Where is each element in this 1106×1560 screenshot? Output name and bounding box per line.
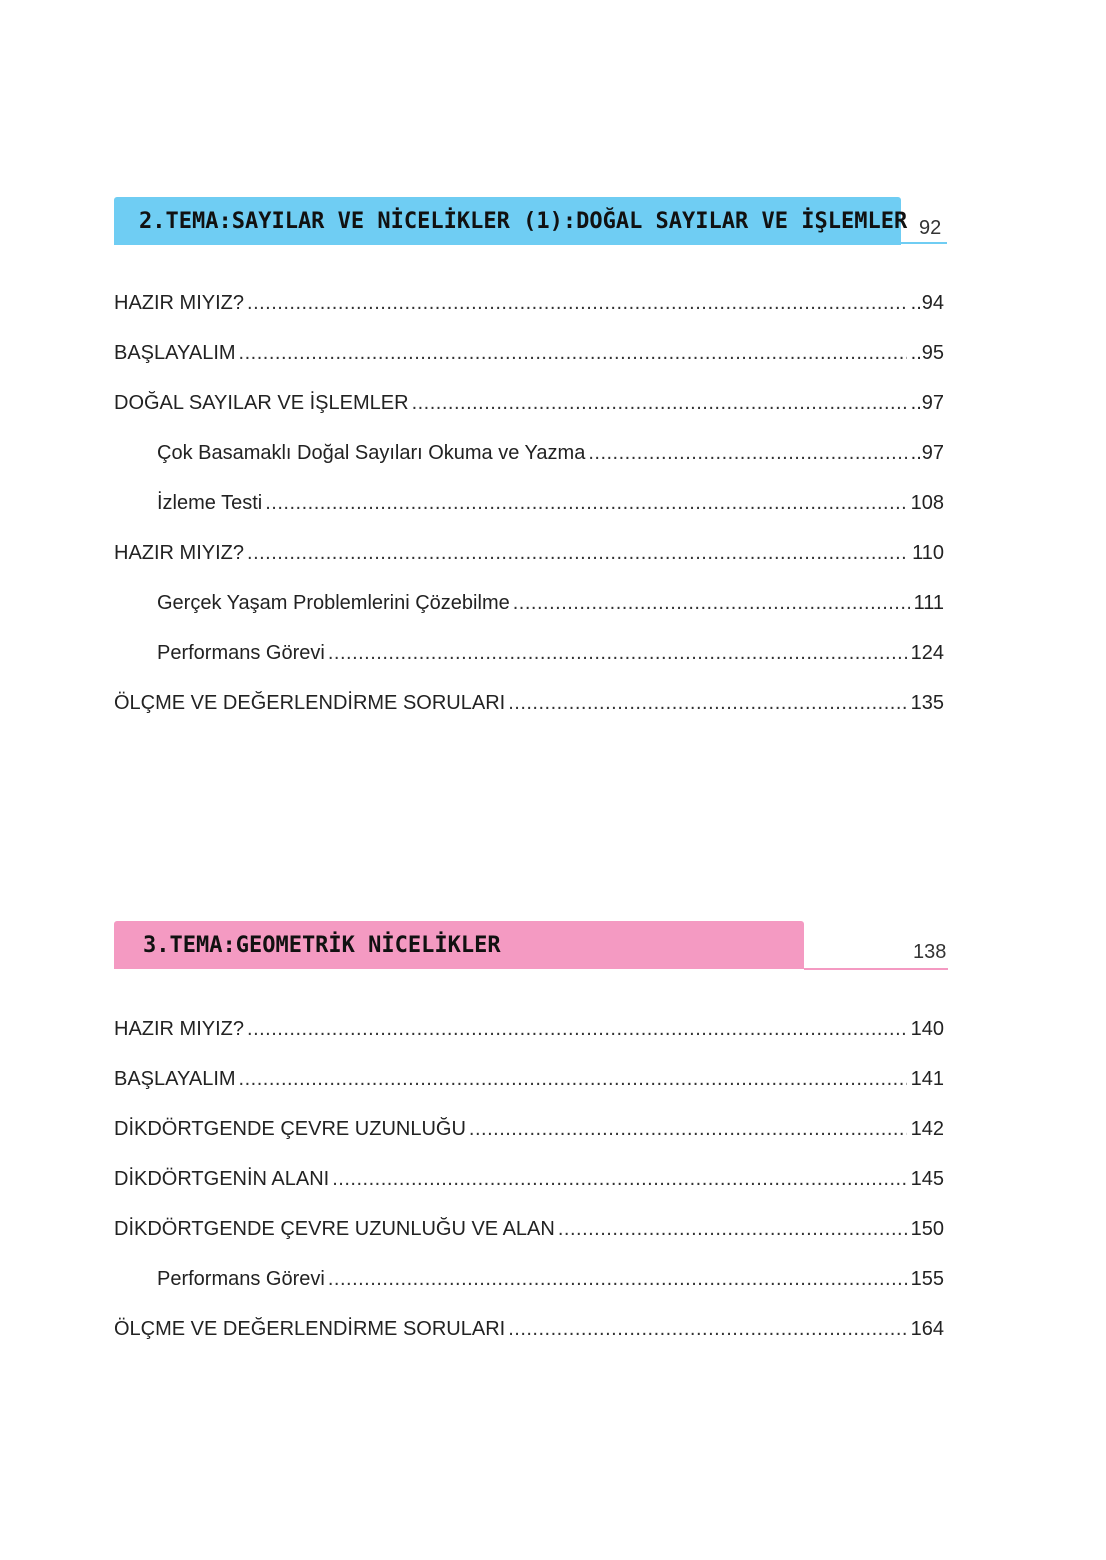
leader-dots — [239, 343, 907, 363]
toc-entry[interactable] — [114, 693, 944, 743]
toc-subentry[interactable] — [114, 443, 944, 493]
toc-entry-label: DİKDÖRTGENDE ÇEVRE UZUNLUĞU VE ALAN — [114, 1218, 555, 1240]
toc-entry[interactable] — [114, 1169, 944, 1219]
leader-dots — [328, 643, 907, 663]
toc-entry-page: 135 — [910, 692, 944, 714]
theme-3-toc-list — [114, 1019, 944, 1369]
toc-entry-label: ÖLÇME VE DEĞERLENDİRME SORULARI — [114, 692, 506, 714]
toc-entry-label: HAZIR MIYIZ? — [114, 1018, 245, 1040]
theme-2-page-number: 92 — [919, 217, 942, 239]
toc-entry[interactable] — [114, 343, 944, 393]
toc-entry-page: 141 — [910, 1068, 944, 1090]
theme-3-underline — [804, 968, 948, 970]
toc-entry-page: ..97 — [910, 392, 944, 414]
toc-subentry[interactable] — [114, 593, 944, 643]
theme-3-page-number: 138 — [913, 941, 947, 963]
leader-dots — [588, 443, 906, 463]
toc-entry[interactable] — [114, 293, 944, 343]
toc-entry-label: Performans Görevi — [157, 1268, 325, 1290]
toc-entry-page: ..95 — [910, 342, 944, 364]
toc-entry-label: ÖLÇME VE DEĞERLENDİRME SORULARI — [114, 1318, 506, 1340]
leader-dots — [469, 1119, 907, 1139]
toc-entry-label: Gerçek Yaşam Problemlerini Çözebilme — [157, 592, 510, 614]
toc-entry-page: 124 — [910, 642, 944, 664]
toc-entry-label: DİKDÖRTGENİN ALANI — [114, 1168, 330, 1190]
toc-entry[interactable] — [114, 1069, 944, 1119]
toc-entry-page: 145 — [910, 1168, 944, 1190]
toc-entry-page: ..97 — [910, 442, 944, 464]
theme-2-toc-list — [114, 293, 944, 743]
toc-entry-label: HAZIR MIYIZ? — [114, 292, 245, 314]
toc-entry-label: BAŞLAYALIM — [114, 1068, 236, 1090]
leader-dots — [247, 293, 907, 313]
toc-subentry[interactable] — [114, 643, 944, 693]
leader-dots — [247, 1019, 907, 1039]
toc-entry[interactable] — [114, 1119, 944, 1169]
leader-dots — [508, 1319, 906, 1339]
leader-dots — [513, 593, 910, 613]
toc-entry-label: BAŞLAYALIM — [114, 342, 236, 364]
toc-subentry[interactable] — [114, 1269, 944, 1319]
leader-dots — [265, 493, 906, 513]
toc-entry-page: 140 — [910, 1018, 944, 1040]
toc-entry-page: 111 — [913, 592, 944, 614]
toc-entry-label: DOĞAL SAYILAR VE İŞLEMLER — [114, 392, 409, 414]
toc-entry[interactable] — [114, 1319, 944, 1369]
toc-entry[interactable] — [114, 1219, 944, 1269]
toc-entry-label: İzleme Testi — [157, 492, 263, 514]
toc-entry-page: 142 — [910, 1118, 944, 1140]
theme-2-title: 2.TEMA:SAYILAR VE NİCELİKLER (1):DOĞAL SAYILAR VE İŞLEMLER — [114, 197, 901, 245]
leader-dots — [247, 543, 908, 563]
leader-dots — [239, 1069, 907, 1089]
toc-entry[interactable] — [114, 1019, 944, 1069]
toc-entry-label: Çok Basamaklı Doğal Sayıları Okuma ve Yazma — [157, 442, 586, 464]
toc-entry-page: 108 — [910, 492, 944, 514]
toc-subentry[interactable] — [114, 493, 944, 543]
toc-entry[interactable] — [114, 543, 944, 593]
toc-entry-label: Performans Görevi — [157, 642, 325, 664]
toc-entry-page: 164 — [910, 1318, 944, 1340]
leader-dots — [412, 393, 907, 413]
toc-entry[interactable] — [114, 393, 944, 443]
leader-dots — [508, 693, 906, 713]
toc-entry-page: 110 — [912, 542, 944, 564]
toc-entry-label: HAZIR MIYIZ? — [114, 542, 245, 564]
theme-3-title: 3.TEMA:GEOMETRİK NİCELİKLER — [114, 921, 804, 969]
leader-dots — [328, 1269, 907, 1289]
toc-entry-page: 155 — [910, 1268, 944, 1290]
leader-dots — [558, 1219, 907, 1239]
theme-2-underline — [901, 242, 947, 244]
toc-entry-label: DİKDÖRTGENDE ÇEVRE UZUNLUĞU — [114, 1118, 466, 1140]
toc-entry-page: ..94 — [910, 292, 944, 314]
leader-dots — [332, 1169, 906, 1189]
toc-entry-page: 150 — [910, 1218, 944, 1240]
